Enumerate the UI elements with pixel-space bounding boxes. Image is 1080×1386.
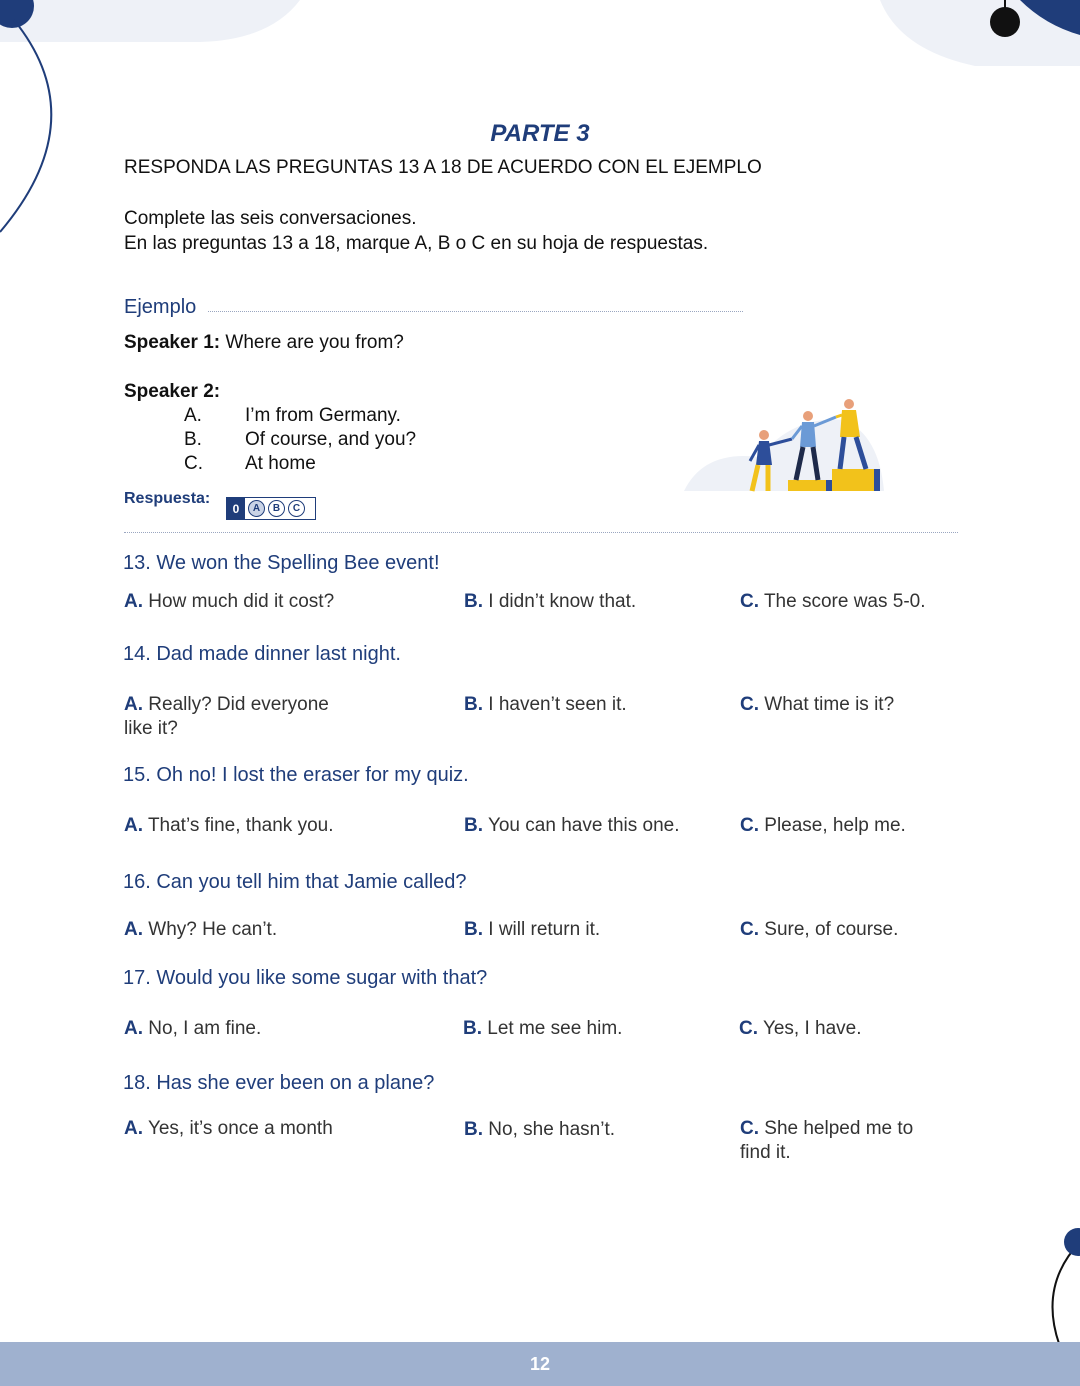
option-text: Please, help me.	[764, 815, 906, 836]
question-prompt: 18. Has she ever been on a plane?	[123, 1072, 435, 1094]
answer-bubble-b: B	[268, 500, 285, 517]
question-option	[463, 1017, 713, 1041]
question-option	[464, 1118, 714, 1142]
question-prompt: 14. Dad made dinner last night.	[123, 643, 401, 665]
option-letter: C.	[740, 1118, 759, 1139]
option-letter: B.	[464, 591, 483, 612]
option-text: You can have this one.	[487, 815, 680, 836]
answer-bubble-a: A	[248, 500, 265, 517]
example-divider	[208, 311, 743, 312]
option-text: I will return it.	[488, 919, 601, 940]
question-prompt: 13. We won the Spelling Bee event!	[123, 552, 440, 574]
example-option-letter: B.	[184, 429, 202, 450]
option-text: How much did it cost?	[148, 591, 335, 612]
option-text: That’s fine, thank you.	[147, 815, 334, 836]
speaker1-line	[124, 332, 404, 354]
example-option-letter: C.	[184, 453, 203, 474]
question-option	[124, 1117, 434, 1141]
option-letter: A.	[124, 591, 143, 612]
instructions: RESPONDA LAS PREGUNTAS 13 A 18 DE ACUERDO CON EL EJEMPLO	[124, 157, 762, 178]
question-option	[740, 590, 970, 614]
question-option	[464, 918, 714, 942]
question-prompt: 17. Would you like some sugar with that?	[123, 967, 488, 989]
page-number: 12	[529, 1353, 551, 1374]
top-left-shape	[0, 0, 300, 42]
option-letter: C.	[740, 815, 759, 836]
question-option	[740, 693, 970, 717]
question-option	[124, 918, 434, 942]
option-letter: C.	[739, 1018, 758, 1039]
example-option-text: Of course, and you?	[245, 429, 417, 450]
option-text: I haven’t seen it.	[488, 694, 627, 715]
option-letter: C.	[740, 694, 759, 715]
option-text: No, she hasn’t.	[488, 1119, 616, 1140]
option-letter: C.	[740, 591, 759, 612]
bottom-right-dot	[1064, 1228, 1080, 1256]
example-label: Ejemplo	[124, 296, 197, 318]
answer-label: Respuesta:	[124, 490, 211, 507]
answer-sheet-example	[226, 497, 316, 520]
option-letter: B.	[463, 1018, 482, 1039]
option-text: Yes, I have.	[762, 1018, 862, 1039]
example-option-text: I’m from Germany.	[245, 405, 401, 426]
speaker1-text: Where are you from?	[225, 332, 404, 353]
question-option	[464, 814, 724, 838]
speaker1-label: Speaker 1:	[124, 332, 221, 353]
option-letter: B.	[464, 694, 483, 715]
question-option	[740, 814, 970, 838]
option-letter: B.	[464, 815, 483, 836]
option-text: She helped me to find it.	[740, 1118, 914, 1163]
option-text: The score was 5-0.	[763, 591, 926, 612]
option-letter: A.	[124, 1018, 143, 1039]
option-text: Why? He can’t.	[148, 919, 278, 940]
option-letter: C.	[740, 919, 759, 940]
description-line: En las preguntas 13 a 18, marque A, B o C en su hoja de respuestas.	[124, 233, 709, 254]
speaker2-label: Speaker 2:	[124, 381, 221, 402]
question-option	[124, 590, 434, 614]
option-letter: A.	[124, 815, 143, 836]
question-option	[124, 693, 354, 741]
question-option	[124, 814, 434, 838]
page-footer	[0, 1342, 1080, 1386]
answer-number: 0	[227, 498, 245, 519]
option-text: I didn’t know that.	[488, 591, 637, 612]
example-option-text: At home	[245, 453, 316, 474]
top-right-dot	[990, 7, 1020, 37]
teamwork-illustration	[684, 395, 884, 495]
question-option	[464, 590, 714, 614]
option-text: Let me see him.	[487, 1018, 623, 1039]
option-letter: B.	[464, 1119, 483, 1140]
question-prompt: 16. Can you tell him that Jamie called?	[123, 871, 467, 893]
question-prompt: 15. Oh no! I lost the eraser for my quiz.	[123, 764, 469, 786]
description	[124, 206, 708, 256]
page-title: PARTE 3	[490, 120, 590, 147]
question-option	[740, 918, 970, 942]
option-text: What time is it?	[764, 694, 895, 715]
option-letter: A.	[124, 1118, 143, 1139]
section-divider	[124, 532, 958, 533]
question-option	[740, 1117, 940, 1165]
question-option	[124, 1017, 434, 1041]
option-text: Yes, it’s once a month	[147, 1118, 333, 1139]
option-text: Sure, of course.	[764, 919, 899, 940]
question-option	[464, 693, 714, 717]
question-option	[739, 1017, 969, 1041]
option-letter: A.	[124, 694, 143, 715]
description-line: Complete las seis conversaciones.	[124, 208, 417, 229]
option-text: No, I am fine.	[148, 1018, 262, 1039]
answer-bubble-c: C	[288, 500, 305, 517]
option-letter: B.	[464, 919, 483, 940]
example-option-letter: A.	[184, 405, 202, 426]
option-letter: A.	[124, 919, 143, 940]
option-text: Really? Did everyone like it?	[124, 694, 329, 739]
